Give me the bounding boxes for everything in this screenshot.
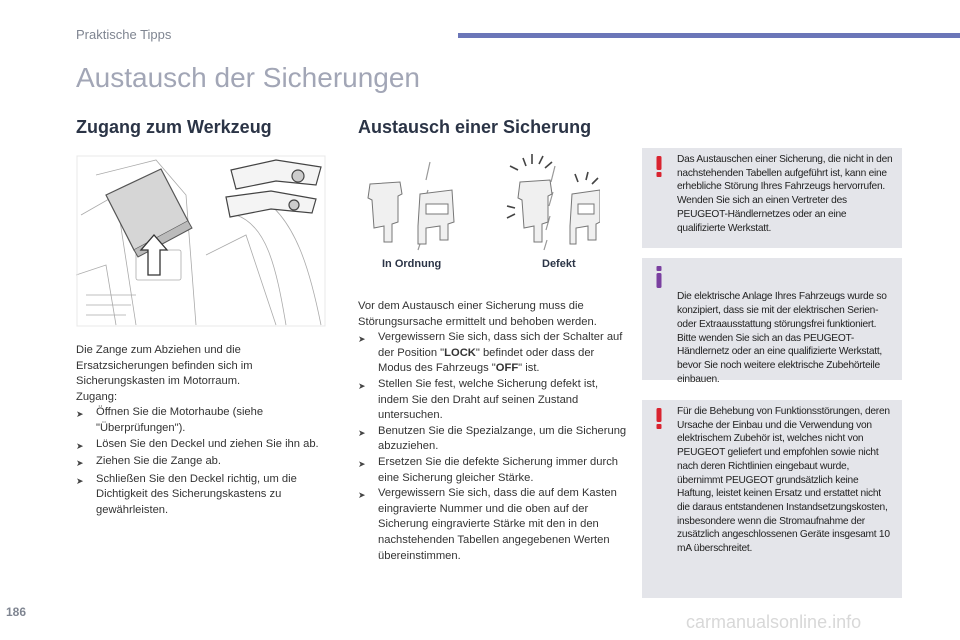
fuse-replacement-intro: Vor dem Austausch einer Sicherung muss die Störungsursache ermittelt und behoben werden. [358,300,597,328]
heading-fuse-replacement: Austausch einer Sicherung [358,117,592,137]
fuse-defective-label: Defekt [542,258,576,270]
watermark: carmanualsonline.info [686,612,862,632]
warning-note-unlisted-fuse: Das Austauschen einer Sicherung, die nicht in den nachstehenden Tabellen aufgeführt ist, kann eine erhebliche Störung Ihres Fahrzeugs hervorrufen. Wenden Sie sich an einen Vertreter des PEUGEOT-Händlernetzes oder an eine qualifizierte Werkstatt. [642,148,902,248]
bullet-icon: ➤ [358,458,366,469]
header-accent-bar [458,33,960,38]
warning-icon [651,408,667,430]
section-label: Praktische Tipps [76,27,172,42]
page-number: 186 [6,605,27,619]
warning-icon [651,156,667,178]
off-mode-text: OFF [495,362,519,375]
list-item: ➤ Vergewissern Sie sich, dass sich der Schalter auf der Position "LOCK" befindet oder dass der Modus des Fahrzeugs "OFF" ist. [358,330,630,377]
engine-fuse-box-illustration [76,155,326,327]
bullet-icon: ➤ [358,490,366,501]
page-title: Austausch der Sicherungen [76,62,420,93]
bullet-icon: ➤ [358,427,366,438]
fuse-comparison-illustration [360,152,600,260]
lock-position-text: LOCK [444,346,476,359]
access-label: Zugang: [76,390,118,403]
list-item: ➤ Vergewissern Sie sich, dass die auf dem Kasten eingravierte Nummer und die oben auf der Sicherung eingravierte Stärke mit den in den nachstehenden Tabellen angegebenen Werten übereinstimmen. [358,486,630,564]
list-item: ➤ Schließen Sie den Deckel richtig, um die Dichtigkeit des Sicherungskastens zu gewährleisten. [76,472,331,519]
bullet-icon: ➤ [76,475,84,486]
bullet-icon: ➤ [76,409,84,420]
list-item: ➤ Benutzen Sie die Spezialzange, um die Sicherung abzuziehen. [358,424,630,455]
info-note-electrical-system: Die elektrische Anlage Ihres Fahrzeugs wurde so konzipiert, dass sie mit der elektrischen Serien- oder Extraausstattung störungsfrei funktioniert. Bitte wenden Sie sich an das PEUGEOT-Händlernetz oder an eine qualifizierte Werkstatt, bevor Sie noch weitere elektrische Zubehörteile einbauen. [642,258,902,380]
tool-access-text [76,343,331,519]
info-icon [651,266,667,288]
list-item: ➤ Öffnen Sie die Motorhaube (siehe "Überprüfungen"). [76,405,331,436]
warning-note-accessories: Für die Behebung von Funktionsstörungen, deren Ursache der Einbau und die Verwendung von elektrischem Zubehör ist, welches nicht von PEUGEOT geliefert und empfohlen sowie nicht nach deren Richtlinien eingebaut wurde, übernimmt PEUGEOT grundsätzlich keine Haftung, leistet keinen Ersatz und erstattet nicht die daraus entstandenen Instandsetzungskosten, insbesondere wenn die Stromaufnahme der zusätzlich angeschlossenen Geräte insgesamt 10 mA überschreitet. [642,400,902,598]
list-item: ➤ Stellen Sie fest, welche Sicherung defekt ist, indem Sie den Draht auf seinen Zustand untersuchen. [358,377,630,424]
bullet-icon: ➤ [76,440,84,451]
heading-tool-access: Zugang zum Werkzeug [76,117,272,137]
fuse-ok-label: In Ordnung [382,258,442,270]
bullet-icon: ➤ [76,458,84,469]
list-item: ➤ Lösen Sie den Deckel und ziehen Sie ihn ab. [76,437,331,455]
list-item: ➤ Ersetzen Sie die defekte Sicherung immer durch eine Sicherung gleicher Stärke. [358,455,630,486]
bullet-icon: ➤ [358,334,366,345]
tool-access-intro: Die Zange zum Abziehen und die Ersatzsicherungen befinden sich im Sicherungskasten im Motorraum. [76,344,253,388]
bullet-icon: ➤ [358,380,366,391]
fuse-defective-illustration [518,180,600,244]
fuse-replacement-text [358,299,630,564]
list-item: ➤ Ziehen Sie die Zange ab. [76,454,331,472]
fuse-ok-illustration [368,182,454,244]
